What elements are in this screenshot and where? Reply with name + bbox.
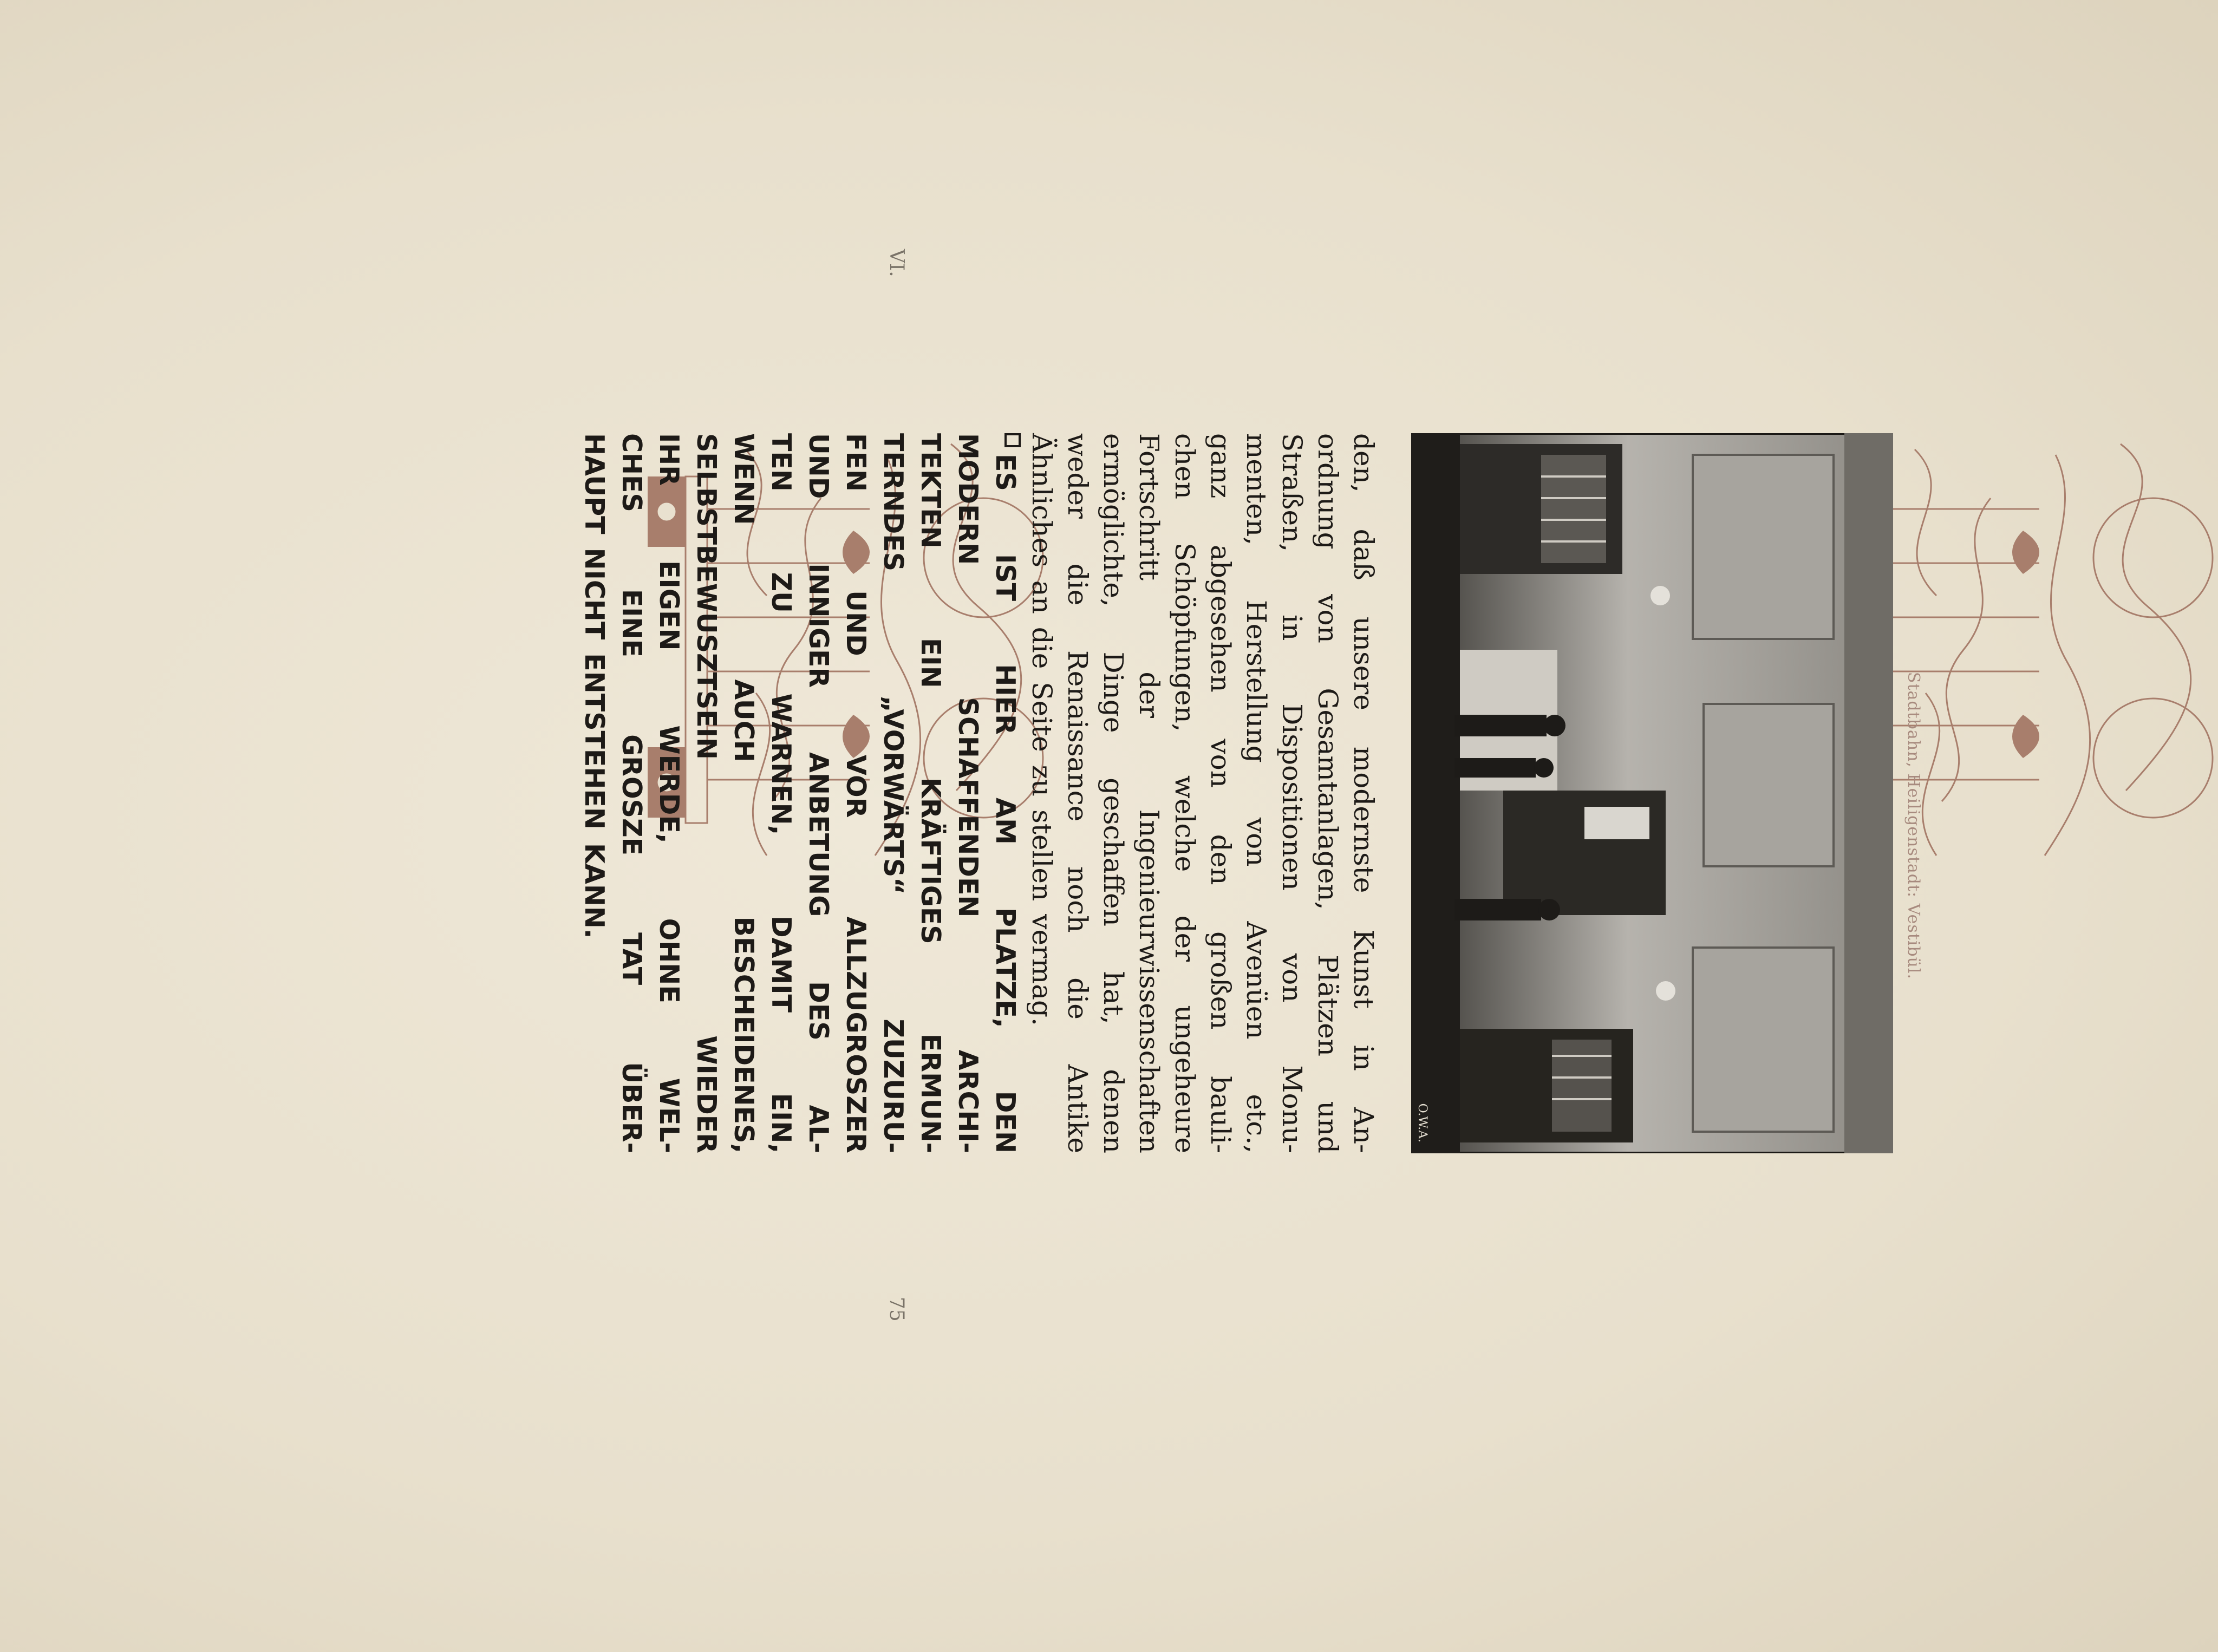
page-number: 75 [885,1297,908,1322]
text-line: ermöglichte, Dinge geschaffen hat, denen [1098,433,1129,1153]
text-line: Ähnliches an die Seite zu stellen vermag. [1026,433,1058,1026]
caps-line: IHR EIGEN WERDE, OHNE WEL- [654,433,684,1153]
section-mark: VI. [885,249,908,277]
photo-caption: Stadtbahn, Heiligenstadt: Vestibül. [1904,671,1923,980]
caps-line: FEN UND VOR ALLZUGROSZER [840,433,871,1153]
text-line: Straßen, in Dispositionen von Monu- [1276,433,1308,1153]
caps-line: SELBSTBEWUSZTSEIN WIEDER [691,433,722,1153]
caps-line: TERNDES „VORWÄRTS“ ZUZURU- [878,433,909,1153]
caps-line-text: ES IST HIER AM PLATZE, DEN [990,454,1021,1153]
paragraph-marker-icon [1004,433,1021,447]
text-line: weder die Renaissance noch die Antike [1062,433,1093,1153]
body-text [576,433,1381,1153]
vestibule-photograph [1411,433,1893,1153]
caps-line: TEN ZU WARNEN, DAMIT EIN, [766,433,797,1153]
text-line: ordnung von Gesamtanlagen, Plätzen und [1312,433,1343,1153]
caps-line: HAUPT NICHT ENTSTEHEN KANN. [579,433,610,939]
caps-line: MODERN SCHAFFENDEN ARCHI- [953,433,983,1153]
text-line: ganz abgesehen von den großen bauli- [1205,433,1236,1153]
caps-line: CHES EINE GROSZE TAT ÜBER- [616,433,647,1153]
photo-signature: O.W.A. [1415,1103,1429,1142]
caps-line: UND INNIGER ANBETUNG DES AL- [803,433,834,1153]
text-line: menten, Herstellung von Avenüen etc., [1241,433,1272,1153]
caps-line [987,433,1024,1153]
photograph-image [1411,433,1893,1153]
text-line: den, daß unsere modernste Kunst in An- [1348,433,1379,1153]
text-line: Fortschritt der Ingenieurwissenschaften [1133,433,1165,1153]
text-line: chen Schöpfungen, welche der ungeheure [1169,433,1201,1153]
caps-line: TEKTEN EIN KRÄFTIGES ERMUN- [915,433,946,1153]
caps-line: WENN AUCH BESCHEIDENES, [728,433,759,1153]
